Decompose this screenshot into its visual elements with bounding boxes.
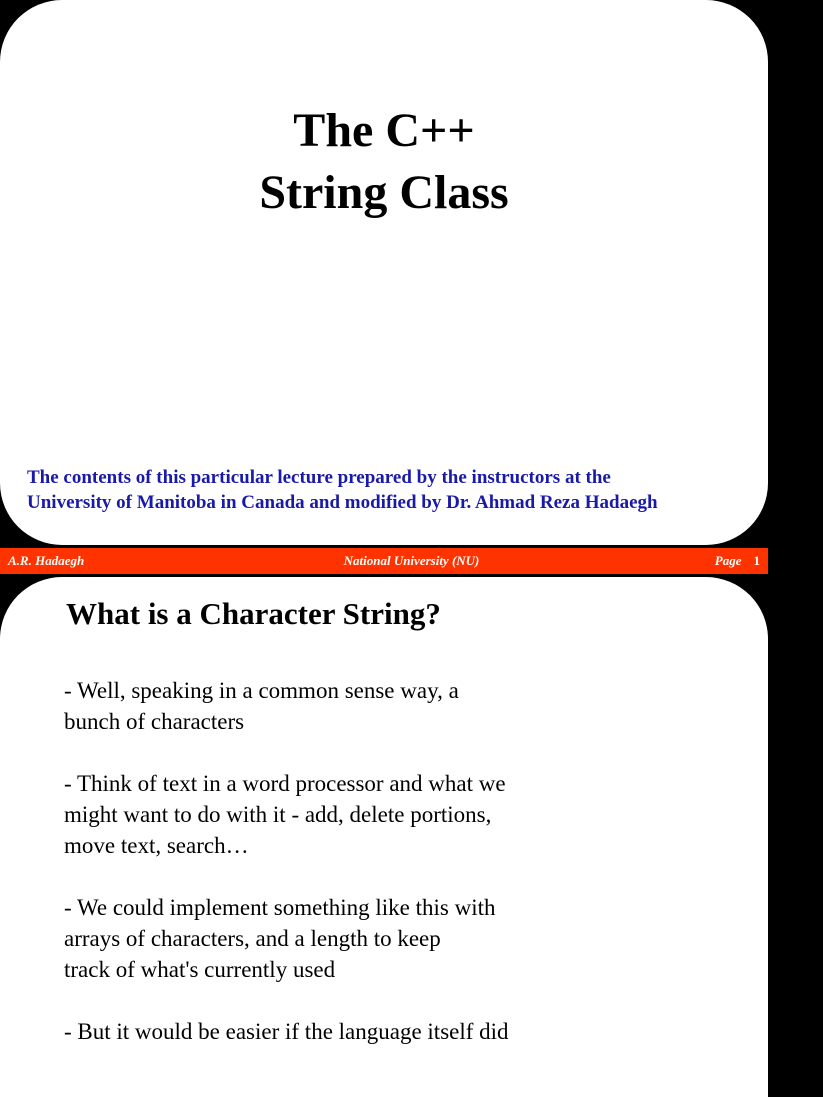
bullet-line: - Well, speaking in a common sense way, a [64, 678, 459, 703]
credits-line-2: University of Manitoba in Canada and modified by Dr. Ahmad Reza Hadaegh [27, 492, 658, 513]
footer-university: National University (NU) [343, 553, 480, 568]
bullet-item [64, 768, 584, 861]
slide-title-line-2: String Class [259, 166, 509, 219]
bullet-item [64, 1016, 584, 1047]
bullet-line: might want to do with it - add, delete portions, [64, 802, 492, 827]
footer-page [715, 548, 760, 574]
title-slide [0, 0, 768, 545]
footer-page-number: 1 [753, 553, 760, 568]
slide-title-line-1: The C++ [293, 104, 475, 157]
bullet-line: - Think of text in a word processor and what we [64, 771, 506, 796]
bullet-line: - But it would be easier if the language itself did [64, 1019, 509, 1044]
bullet-line: - We could implement something like this with [64, 895, 496, 920]
bullet-line: track of what's currently used [64, 957, 336, 982]
credits-line-1: The contents of this particular lecture prepared by the instructors at the [27, 467, 611, 488]
bullet-line: bunch of characters [64, 709, 245, 734]
bullet-list [64, 675, 584, 1078]
slide-title [0, 100, 768, 224]
bullet-item [64, 892, 584, 985]
content-slide-title: What is a Character String? [66, 596, 441, 631]
footer-author: A.R. Hadaegh [8, 553, 85, 568]
footer-page-label: Page [714, 553, 742, 568]
credits-note [27, 465, 757, 515]
slide-footer [0, 548, 768, 574]
bullet-line: move text, search… [64, 833, 249, 858]
content-slide [0, 577, 768, 1097]
bullet-item [64, 675, 584, 737]
bullet-line: arrays of characters, and a length to keep [64, 926, 441, 951]
